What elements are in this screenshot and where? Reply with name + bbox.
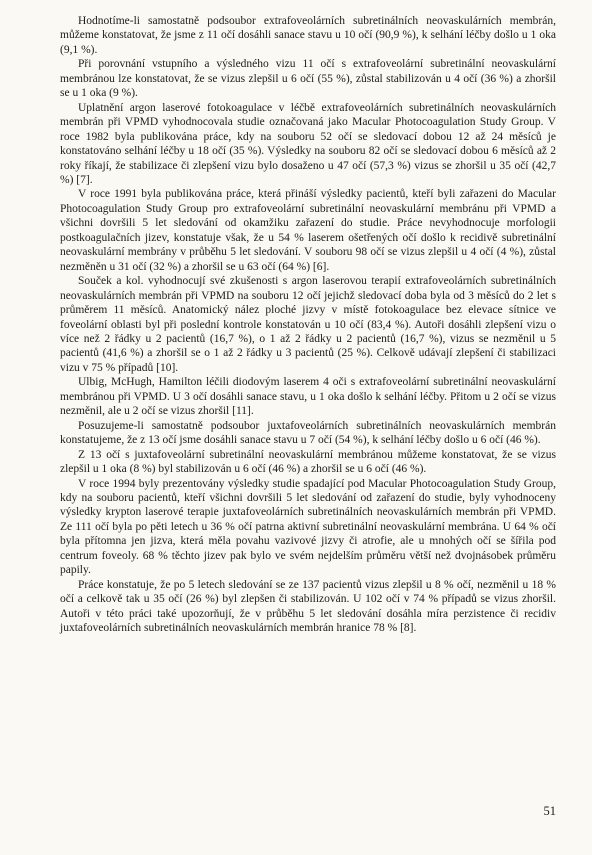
paragraph-7: Posuzujeme-li samostatně podsoubor juxtafoveolárních subretinálních neovaskulárních membrán konstatujeme, že z 13 očí jsme dosáhli sanace stavu u 7 očí (54 %), k selhání léčby došlo u 6 očí (46 %). — [60, 419, 556, 447]
paragraph-2: Při porovnání vstupního a výsledného vizu 11 očí s extrafoveolární subretinální neovaskulární membránou lze konstatovat, že se vizus zlepšil u 6 očí (55 %), zůstal stabilizován u 4 očí (36 %) a zhoršil se u 1 oka (9 %). — [60, 58, 556, 100]
page-number: 51 — [543, 804, 556, 818]
paragraph-9: V roce 1994 byly prezentovány výsledky studie spadající pod Macular Photocoagulation Study Group, kdy na souboru pacientů, kteří všichni dovršili 5 let sledování od zařazení do studie, byly vyhodnoceny výsledky krypton laserové terapie juxtafoveolárních subretinálních neovaskulárních membrán při VPMD. Ze 111 očí byla po pěti letech u 36 % očí patrna aktivní subretinální neovaskulární membrána. U 64 % očí byla přítomna jen jizva, která měla povahu vazivové jizvy či atrofie, ale u mnohých očí se šířila pod centrum foveoly. 68 % těchto jizev pak bylo ve svém nejdelším průměru větší než dvojnásobek průměru papily. — [60, 477, 556, 577]
paragraph-8: Z 13 očí s juxtafoveolární subretinální neovaskulární membránou můžeme konstatovat, že se vizus zlepšil u 1 oka (8 %) byl stabilizován u 6 očí (46 %) a zhoršil se u 6 očí (46 %). — [60, 448, 556, 476]
paragraph-5: Souček a kol. vyhodnocují své zkušenosti s argon laserovou terapií extrafoveolárních subretinálních neovaskulárních membrán při VPMD na souboru 12 očí jejichž sledovací doba byla od 3 měsíců do 2 let s průměrem 11 měsíců. Anatomický nález ploché jizvy v místě fotokoagulace bez elevace sítnice ve foveolární oblasti byl při poslední kontrole konstatován u 10 očí (83,4 %). Autoři dosáhli zlepšení vizu o více než 2 řádky u 2 pacientů (16,7 %), o 1 až 2 řádky u 2 pacientů (16,7 %), vizus se nezměnil u 5 pacientů (41,6 %) a zhoršil se o 1 až 2 řádky u 3 pacientů (25 %). Celkově udávají zlepšení či stabilizaci vizu v 75 % případů [10]. — [60, 275, 556, 374]
paragraph-1: Hodnotíme-li samostatně podsoubor extrafoveolárních subretinálních neovaskulárních membrán, můžeme konstatovat, že jsme z 11 očí dosáhli sanace stavu u 10 očí (90,9 %), k selhání léčby došlo u 1 oka (9,1 %). — [60, 15, 556, 56]
paragraph-4: V roce 1991 byla publikována práce, která přináší výsledky pacientů, kteří byli zařazeni do Macular Photocoagulation Study Group pro extrafoveolární subretinální neovaskulární membránu při VPMD a všichni dovršili 5 let sledování od okamžiku zařazení do studie. Práce nevyhodnocuje morfologii postkoagulačních jizev, konstatuje však, že u 54 % laserem ošetřených očí došlo k recidivě subretinální neovaskulární membrány v průběhu 5 let sledování. V souboru 98 očí se vizus zlepšil u 4 očí (4 %), zůstal nezměněn u 31 očí (32 %) a zhoršil se u 63 očí (64 %) [6]. — [60, 188, 556, 273]
paragraph-3: Uplatnění argon laserové fotokoagulace v léčbě extrafoveolárních subretinálních neovaskulárních membrán při VPMD vyhodnocovala studie označovaná jako Macular Photocoagulation Study Group. V roce 1982 byla publikována práce, kdy na souboru 52 očí se sledovací dobou 12 až 24 měsíců je konstatováno selhání léčby u 18 očí (35 %). Výsledky na souboru 82 očí se sledovací dobou 6 měsíců až 2 roky říkají, že stabilizace či zlepšení vizu bylo dosaženo u 47 očí (57,3 %) vizus se zhoršil u 35 očí (42,7 %) [7]. — [60, 101, 556, 186]
paragraph-6: Ulbig, McHugh, Hamilton léčili diodovým laserem 4 oči s extrafoveolární subretinální neovaskulární membránou při VPMD. U 3 očí dosáhli sanace stavu, u 1 oka došlo k selhání léčby. Přitom u 2 očí se vizus nezměnil, ale u 2 očí se vizus zhoršil [11]. — [60, 376, 556, 418]
paragraph-10: Práce konstatuje, že po 5 letech sledování se ze 137 pacientů vizus zlepšil u 8 % očí, nezměnil u 18 % očí a celkově tak u 35 očí (26 %) byl zlepšen či stabilizován. U 102 očí v 74 % případů se vizus zhoršil. Autoři v této práci také upozorňují, že v průběhu 5 let sledování dosáhla míra perzistence či recidiv juxtafoveolárních subretinálních neovaskulárních membrán hranice 78 % [8]. — [60, 578, 556, 635]
